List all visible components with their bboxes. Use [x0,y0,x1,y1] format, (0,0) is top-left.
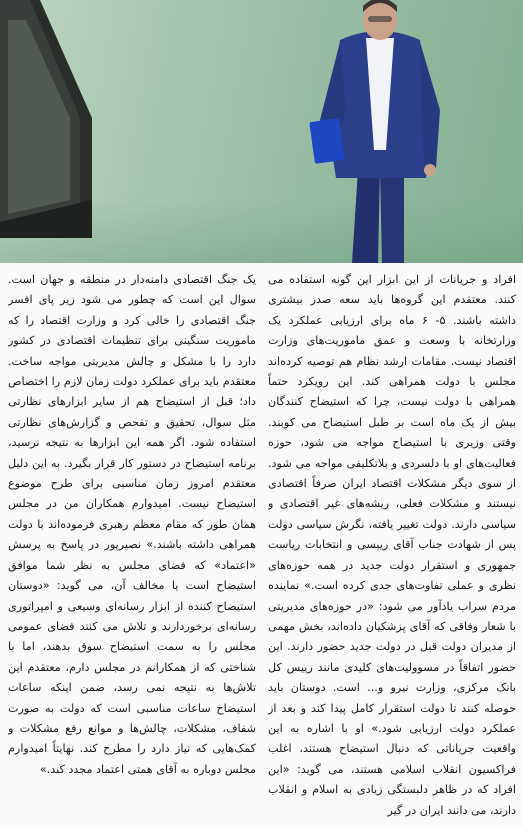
person-figure [300,0,460,263]
article-column-right [268,270,516,822]
news-photo [0,0,523,263]
article-text-left: یک جنگ اقتصادی دامنه‌دار در منطقه و جهان است. سوال این است که چطور می شود زیر پای افسر جنگ اقتصادی را خالی کرد و وزارت اقتصاد را که ماموریت سنگینی برای تنظیمات اقتصادی در کشور دارد را با مشکل و چالش مدیریتی مواجه ساخت. معتقدم باید برای عملکرد دولت زمان لازم را اختصاص داد؛ قبل از استیضاح هم از سایر ابزارهای نظارتی مثل سوال، تحقیق و تفحص و گزارش‌های نظارتی استفاده شود. اگر همه این ابزارها به نتیجه نرسید، برنامه استیضاح در دستور کار قرار بگیرد. به این دلیل معتقدم امروز زمان مناسبی برای طرح موضوع استیضاح نیست. امیدوارم همکاران من در مجلس همان طور که مقام معظم رهبری فرموده‌اند با دولت همراهی داشته باشند.» نصیرپور در پاسخ به پرسش «اعتماد» که فضای مجلس به نظر شما موافق استیضاح است یا مخالف آن، می گوید: «دوستان استیضاح کننده از ابزار رسانه‌ای وسیعی و امپراتوری رسانه‌ای برخوردارند و تلاش می کنند فضای عمومی مجلس را به سمت استیضاح سوق بدهند، اما با شناختی که از همکارانم در مجلس دارم، معتقدم این تلاش‌ها به نتیجه نمی رسد، ضمن اینکه ساعات استیضاح ساعات مناسبی است که دولت به صورت شفاف، مشکلات، چالش‌ها و موانع رفع مشکلات و کمک‌هایی که نیاز دارد را مطرح کند. نهایتاً امیدوارم مجلس دوباره به آقای همتی اعتماد مجدد کند.» [8,273,256,776]
article-text-right: افراد و جریانات از این ابزار این گونه استفاده می کنند. معتقدم این گروه‌ها باید سعه صدر بیشتری داشته باشند. ۵- ۶ ماه برای ارزیابی عملکرد یک وزارتخانه با وسعت و عمق ماموریت‌های وزارت اقتصاد نیست. مقامات ارشد نظام هم توصیه کرده‌اند مجلس با دولت همراهی کند. این رویکرد حتماً همراهی با دولت نیست، چرا که استیضاح کنندگان بیش از یک ماه است بر طبل استیضاح می کوبند. وقتی وزیری با استیضاح مواجه می شود، حوزه فعالیت‌های او با دلسردی و بلاتکلیفی مواجه می شود. از سوی دیگر مشکلات اقتصاد ایران صرفاً اقتصادی نیستند و مشکلات فعلی، ریشه‌های غیر اقتصادی و سیاسی دارند. دولت تغییر یافته، نگرش سیاسی دولت پس از شهادت جناب آقای رییسی و انتخابات ریاست جمهوری و استقرار دولت جدید در همه حوزه‌های نظری و عملی تفاوت‌های جدی کرده است.» نماینده مردم سراب یادآور می شود: «در حوزه‌های مدیریتی با شعار وفاقی که آقای پزشکیان داده‌اند، بخش مهمی از مدیران دولت قبل در دولت جدید حضور دارند. این حضور اتفاقاً در مسوولیت‌های کلیدی مانند رییس کل بانک مرکزی، وزارت نیرو و... است. دوستان باید حوصله کنند تا دولت استقرار کامل پیدا کند و بعد از عملکرد دولت ارزیابی شود.» او با اشاره به این واقعیت جریاناتی که دنبال استیضاح هستند، اغلب فراکسیون انقلاب اسلامی هستند، می گوید: «این افراد که در ظاهر دلبستگی زیادی به اسلام و انقلاب دارند، می دانند ایران در گیر [268,273,516,817]
bench-shape [0,0,92,238]
article-column-left [8,270,256,822]
